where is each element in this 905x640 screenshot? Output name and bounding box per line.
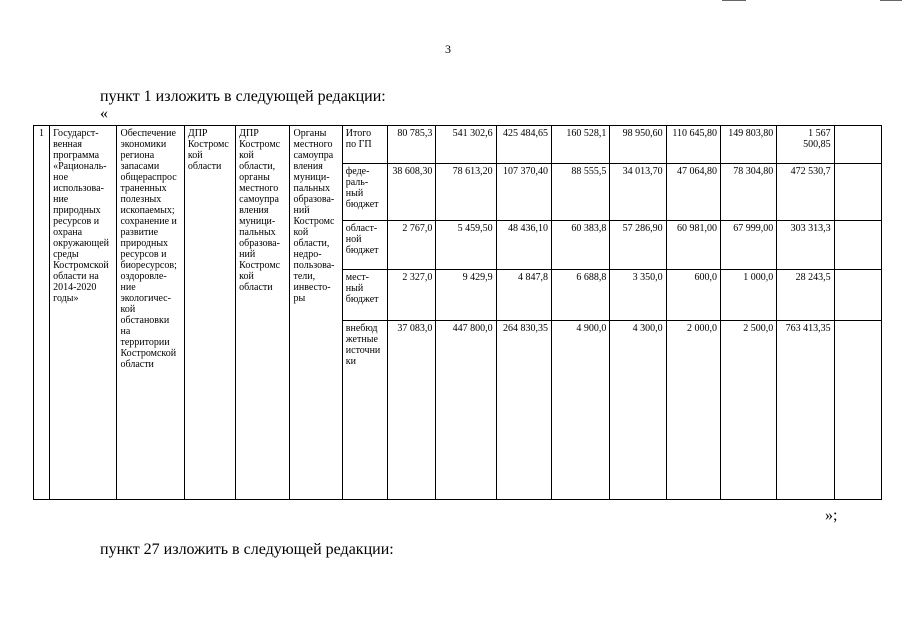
source-label xyxy=(342,270,387,321)
value-cell: 149 803,80 xyxy=(720,126,776,164)
program-name-text: Государст- венная программа «Рациональ- ное использова- ние природных ресурсов и охрана окружающей среды Костромской области на 2014-2020 годы» xyxy=(53,128,109,304)
value-cell: 2 327,0 xyxy=(388,270,436,321)
value-cell: 107 370,40 xyxy=(496,164,551,221)
amendment-heading-27: пункт 27 изложить в следующей редакции: xyxy=(100,541,394,558)
value-cell: 78 613,20 xyxy=(436,164,496,221)
value-cell: 110 645,80 xyxy=(666,126,720,164)
value-cell: 60 383,8 xyxy=(551,221,609,270)
value-cell: 57 286,90 xyxy=(610,221,666,270)
value-cell: 67 999,00 xyxy=(720,221,776,270)
source-label xyxy=(342,321,387,500)
value-cell: 78 304,80 xyxy=(720,164,776,221)
program-goal xyxy=(117,126,184,500)
empty-cell xyxy=(834,221,881,270)
co-executors xyxy=(236,126,290,500)
responsible-executor xyxy=(184,126,235,500)
source-label-text: област- ной бюджет xyxy=(345,223,379,256)
value-cell: 2 000,0 xyxy=(666,321,720,500)
value-cell: 88 555,5 xyxy=(551,164,609,221)
source-label xyxy=(342,221,387,270)
empty-cell xyxy=(834,164,881,221)
empty-cell xyxy=(834,270,881,321)
value-cell: 98 950,60 xyxy=(610,126,666,164)
value-cell: 1 000,0 xyxy=(720,270,776,321)
value-cell: 34 013,70 xyxy=(610,164,666,221)
closing-quote: »; xyxy=(825,507,838,524)
value-cell: 37 083,0 xyxy=(388,321,436,500)
source-label xyxy=(342,164,387,221)
participants-text: Органы местного самоупра вления муници- пальных образова- ний Костромс кой области, недро- пользова- тели, инвесто- ры xyxy=(293,128,335,304)
empty-cell xyxy=(834,126,881,164)
participants xyxy=(290,126,342,500)
source-label-text: внебюд жетные источни ки xyxy=(345,323,381,367)
value-cell: 6 688,8 xyxy=(551,270,609,321)
value-cell: 48 436,10 xyxy=(496,221,551,270)
value-cell: 447 800,0 xyxy=(436,321,496,500)
value-cell: 2 767,0 xyxy=(388,221,436,270)
value-cell: 2 500,0 xyxy=(720,321,776,500)
value-cell: 4 847,8 xyxy=(496,270,551,321)
value-cell: 763 413,35 xyxy=(777,321,834,500)
value-cell: 600,0 xyxy=(666,270,720,321)
value-cell: 160 528,1 xyxy=(551,126,609,164)
amendment-heading-1: пункт 1 изложить в следующей редакции: xyxy=(100,88,386,105)
value-cell: 38 608,30 xyxy=(388,164,436,221)
program-goal-text: Обеспечение экономики региона запасами общераспрос траненных полезных ископаемых; сохранение и развитие природных ресурсов и биоресурсов; оздоровле- ние экологичес- кой обстановки на территории Костромской области xyxy=(120,128,177,370)
value-cell: 60 981,00 xyxy=(666,221,720,270)
value-cell: 1 567 500,85 xyxy=(777,126,834,164)
value-cell: 472 530,7 xyxy=(777,164,834,221)
source-label-text: Итого по ГП xyxy=(345,128,372,150)
empty-cell xyxy=(834,321,881,500)
responsible-executor-text: ДПР Костромс кой области xyxy=(187,128,229,172)
value-cell: 264 830,35 xyxy=(496,321,551,500)
opening-quote: « xyxy=(100,105,108,122)
value-cell: 28 243,5 xyxy=(777,270,834,321)
value-cell: 4 900,0 xyxy=(551,321,609,500)
value-cell: 47 064,80 xyxy=(666,164,720,221)
value-cell: 5 459,50 xyxy=(436,221,496,270)
value-cell: 9 429,9 xyxy=(436,270,496,321)
source-label-text: мест- ный бюджет xyxy=(345,272,379,305)
program-table xyxy=(33,125,882,500)
program-name xyxy=(50,126,117,500)
value-cell: 3 350,0 xyxy=(610,270,666,321)
value-cell: 425 484,65 xyxy=(496,126,551,164)
page-number: 3 xyxy=(445,42,451,56)
scan-mark-left xyxy=(722,0,746,1)
scan-mark-right xyxy=(880,0,902,1)
value-cell: 80 785,3 xyxy=(388,126,436,164)
source-label-text: феде- раль- ный бюджет xyxy=(345,166,379,210)
value-cell: 4 300,0 xyxy=(610,321,666,500)
row-number: 1 xyxy=(34,126,50,500)
source-label xyxy=(342,126,387,164)
value-cell: 541 302,6 xyxy=(436,126,496,164)
co-executors-text: ДПР Костромс кой области, органы местного самоупра вления муници- пальных образова- ний Костромс кой области xyxy=(239,128,281,293)
value-cell: 303 313,3 xyxy=(777,221,834,270)
table-row-total xyxy=(34,126,882,164)
